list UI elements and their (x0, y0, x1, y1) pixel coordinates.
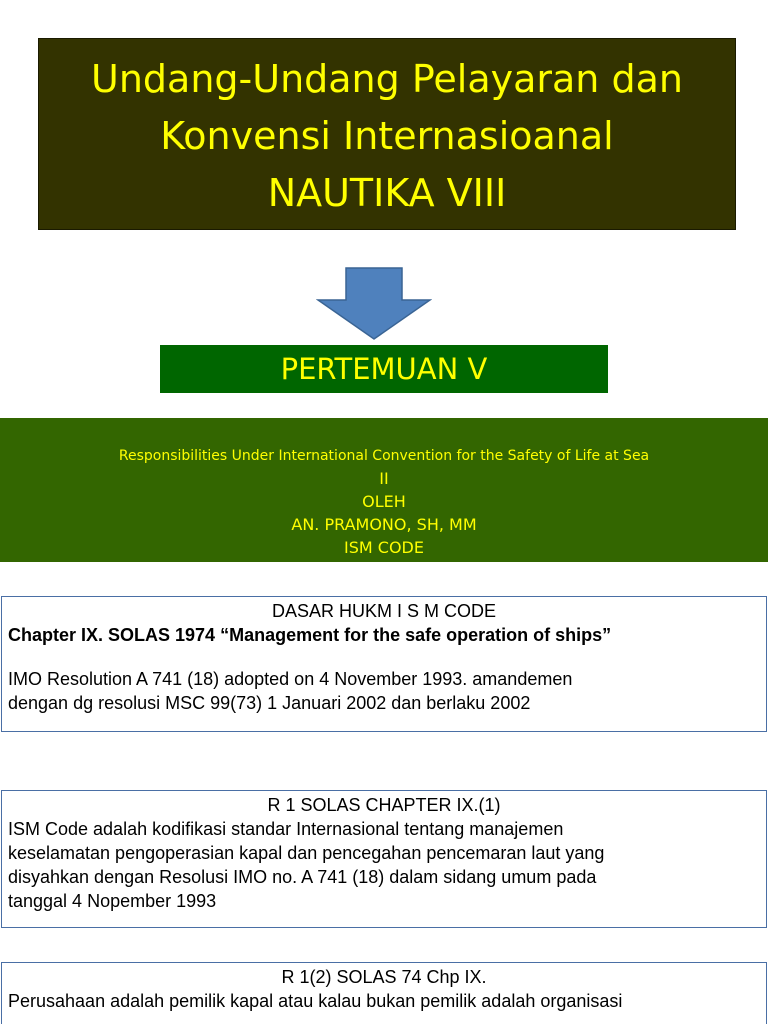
rule-1-line-4: tanggal 4 Nopember 1993 (8, 891, 217, 911)
rule-1-line-2: keselamatan pengoperasian kapal dan pencegahan pencemaran laut yang (8, 843, 605, 863)
legal-basis-line-2: dengan dg resolusi MSC 99(73) 1 Januari 2002 dan berlaku 2002 (8, 693, 531, 713)
legal-basis-box (1, 596, 767, 732)
rule-1-2-box (1, 962, 767, 1024)
rule-1-2-line-1: Perusahaan adalah pemilik kapal atau kalau bukan pemilik adalah organisasi (8, 991, 623, 1011)
legal-basis-line-1: IMO Resolution A 741 (18) adopted on 4 November 1993. amandemen (8, 669, 573, 689)
rule-1-line-3: disyahkan dengan Resolusi IMO no. A 741 (18) dalam sidang umum pada (8, 867, 597, 887)
title-line-2: Konvensi Internasioanal (160, 114, 614, 158)
session-label: PERTEMUAN V (160, 345, 608, 393)
author-name: AN. PRAMONO, SH, MM (291, 515, 477, 534)
down-arrow-icon (316, 267, 432, 341)
rule-1-line-1: ISM Code adalah kodifikasi standar Internasional tentang manajemen (8, 819, 564, 839)
responsibilities-part: II (379, 469, 389, 488)
rule-1-2-heading: R 1(2) SOLAS 74 Chp IX. (281, 967, 487, 987)
topic-label: ISM CODE (344, 538, 424, 557)
title-line-3: NAUTIKA VIII (267, 171, 507, 215)
responsibilities-banner (0, 418, 768, 562)
title-line-1: Undang-Undang Pelayaran dan (91, 57, 683, 101)
rule-1-heading: R 1 SOLAS CHAPTER IX.(1) (267, 795, 501, 815)
legal-basis-heading: DASAR HUKM I S M CODE (271, 601, 497, 621)
title-banner (38, 38, 736, 230)
responsibilities-title: Responsibilities Under International Convention for the Safety of Life at Sea (118, 448, 650, 464)
legal-basis-chapter: Chapter IX. SOLAS 1974 “Management for the safe operation of ships” (8, 625, 612, 645)
rule-1-box (1, 790, 767, 928)
author-prefix: OLEH (362, 492, 406, 511)
